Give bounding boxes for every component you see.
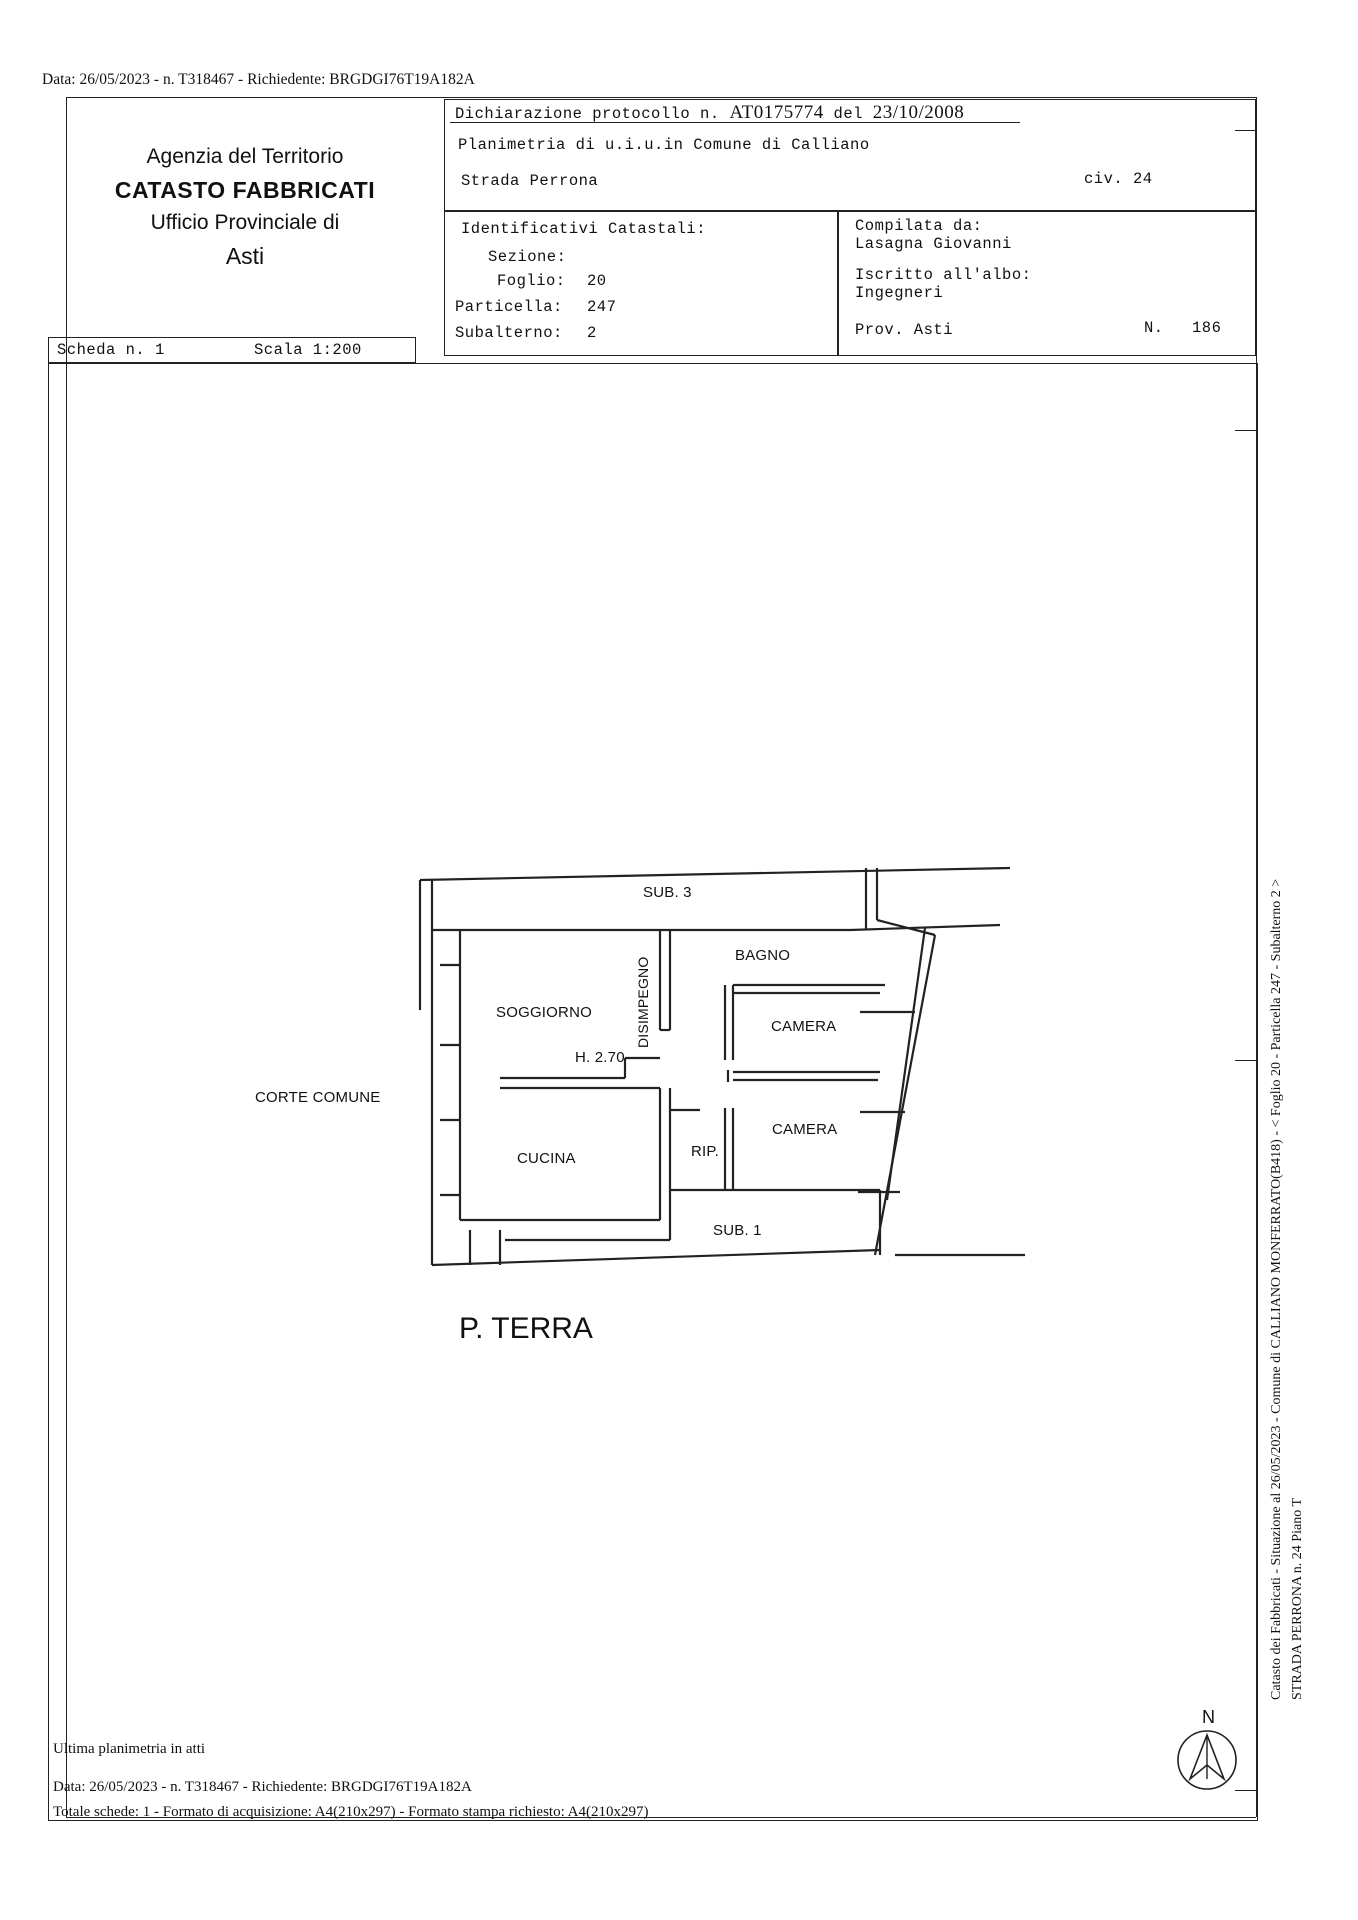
label-cucina: CUCINA xyxy=(517,1150,576,1167)
side-note xyxy=(1266,700,1308,1700)
street-name: Strada Perrona xyxy=(461,172,599,190)
agency-name: Agenzia del Territorio xyxy=(146,145,344,168)
label-height: H. 2.70 xyxy=(575,1049,625,1066)
identifiers-title: Identificativi Catastali: xyxy=(461,220,707,238)
protocol-del: del xyxy=(833,105,863,123)
north-letter: N xyxy=(1202,1707,1215,1727)
sezione-label: Sezione: xyxy=(488,248,567,266)
label-disimpegno: DISIMPEGNO xyxy=(635,956,651,1048)
foglio-label: Foglio: xyxy=(497,272,566,290)
floor-label: P. TERRA xyxy=(459,1312,593,1345)
label-camera-2: CAMERA xyxy=(772,1121,838,1138)
ufficio-label: Ufficio Provinciale di xyxy=(150,211,340,234)
planimetria-line: Planimetria di u.i.u.in Comune di Calliano xyxy=(458,136,870,154)
particella-label: Particella: xyxy=(455,298,563,316)
label-camera-1: CAMERA xyxy=(771,1018,837,1035)
side-note-line2: STRADA PERRONA n. 24 Piano T xyxy=(1290,1498,1305,1700)
label-corte-comune: CORTE COMUNE xyxy=(255,1089,381,1106)
compilata-name: Lasagna Giovanni xyxy=(855,235,1012,253)
label-bagno: BAGNO xyxy=(735,947,791,964)
provincia-albo: Prov. Asti xyxy=(855,321,954,339)
protocol-label: Dichiarazione protocollo n. xyxy=(455,105,720,123)
scheda-number: Scheda n. 1 xyxy=(57,341,165,359)
albo-n-value: 186 xyxy=(1192,319,1222,337)
footer-request: Data: 26/05/2023 - n. T318467 - Richiedente: BRGDGI76T19A182A xyxy=(53,1779,472,1795)
side-note-line1: Catasto dei Fabbricati - Situazione al 26/05/2023 - Comune di CALLIANO MONFERRATO(B418) - < Foglio 20 - Particella 247 - Subalterno 2 > xyxy=(1269,878,1284,1700)
catasto-title: CATASTO FABBRICATI xyxy=(114,177,376,203)
subalterno-value: 2 xyxy=(587,324,597,342)
top-request-line: Data: 26/05/2023 - n. T318467 - Richiedente: BRGDGI76T19A182A xyxy=(42,71,475,88)
iscritto-label: Iscritto all'albo: xyxy=(855,266,1032,284)
footer-ultima: Ultima planimetria in atti xyxy=(53,1741,206,1757)
protocol-date: 23/10/2008 xyxy=(872,102,965,123)
label-soggiorno: SOGGIORNO xyxy=(496,1004,592,1021)
foglio-value: 20 xyxy=(587,272,607,290)
particella-value: 247 xyxy=(587,298,617,316)
footer-format: Totale schede: 1 - Formato di acquisizione: A4(210x297) - Formato stampa richiesto: A4(210x297) xyxy=(53,1804,649,1820)
label-sub1: SUB. 1 xyxy=(713,1222,762,1239)
scala: Scala 1:200 xyxy=(254,341,362,359)
label-sub3: SUB. 3 xyxy=(643,884,692,901)
subalterno-label: Subalterno: xyxy=(455,324,563,342)
north-arrow-icon xyxy=(1176,1729,1238,1791)
label-rip: RIP. xyxy=(691,1143,720,1160)
provincia-name: Asti xyxy=(225,243,265,269)
protocol-number: AT0175774 xyxy=(729,102,824,123)
albo-n-label: N. xyxy=(1144,319,1164,337)
civic-number: civ. 24 xyxy=(1084,170,1153,188)
compilata-label: Compilata da: xyxy=(855,217,983,235)
iscritto-value: Ingegneri xyxy=(855,284,944,302)
